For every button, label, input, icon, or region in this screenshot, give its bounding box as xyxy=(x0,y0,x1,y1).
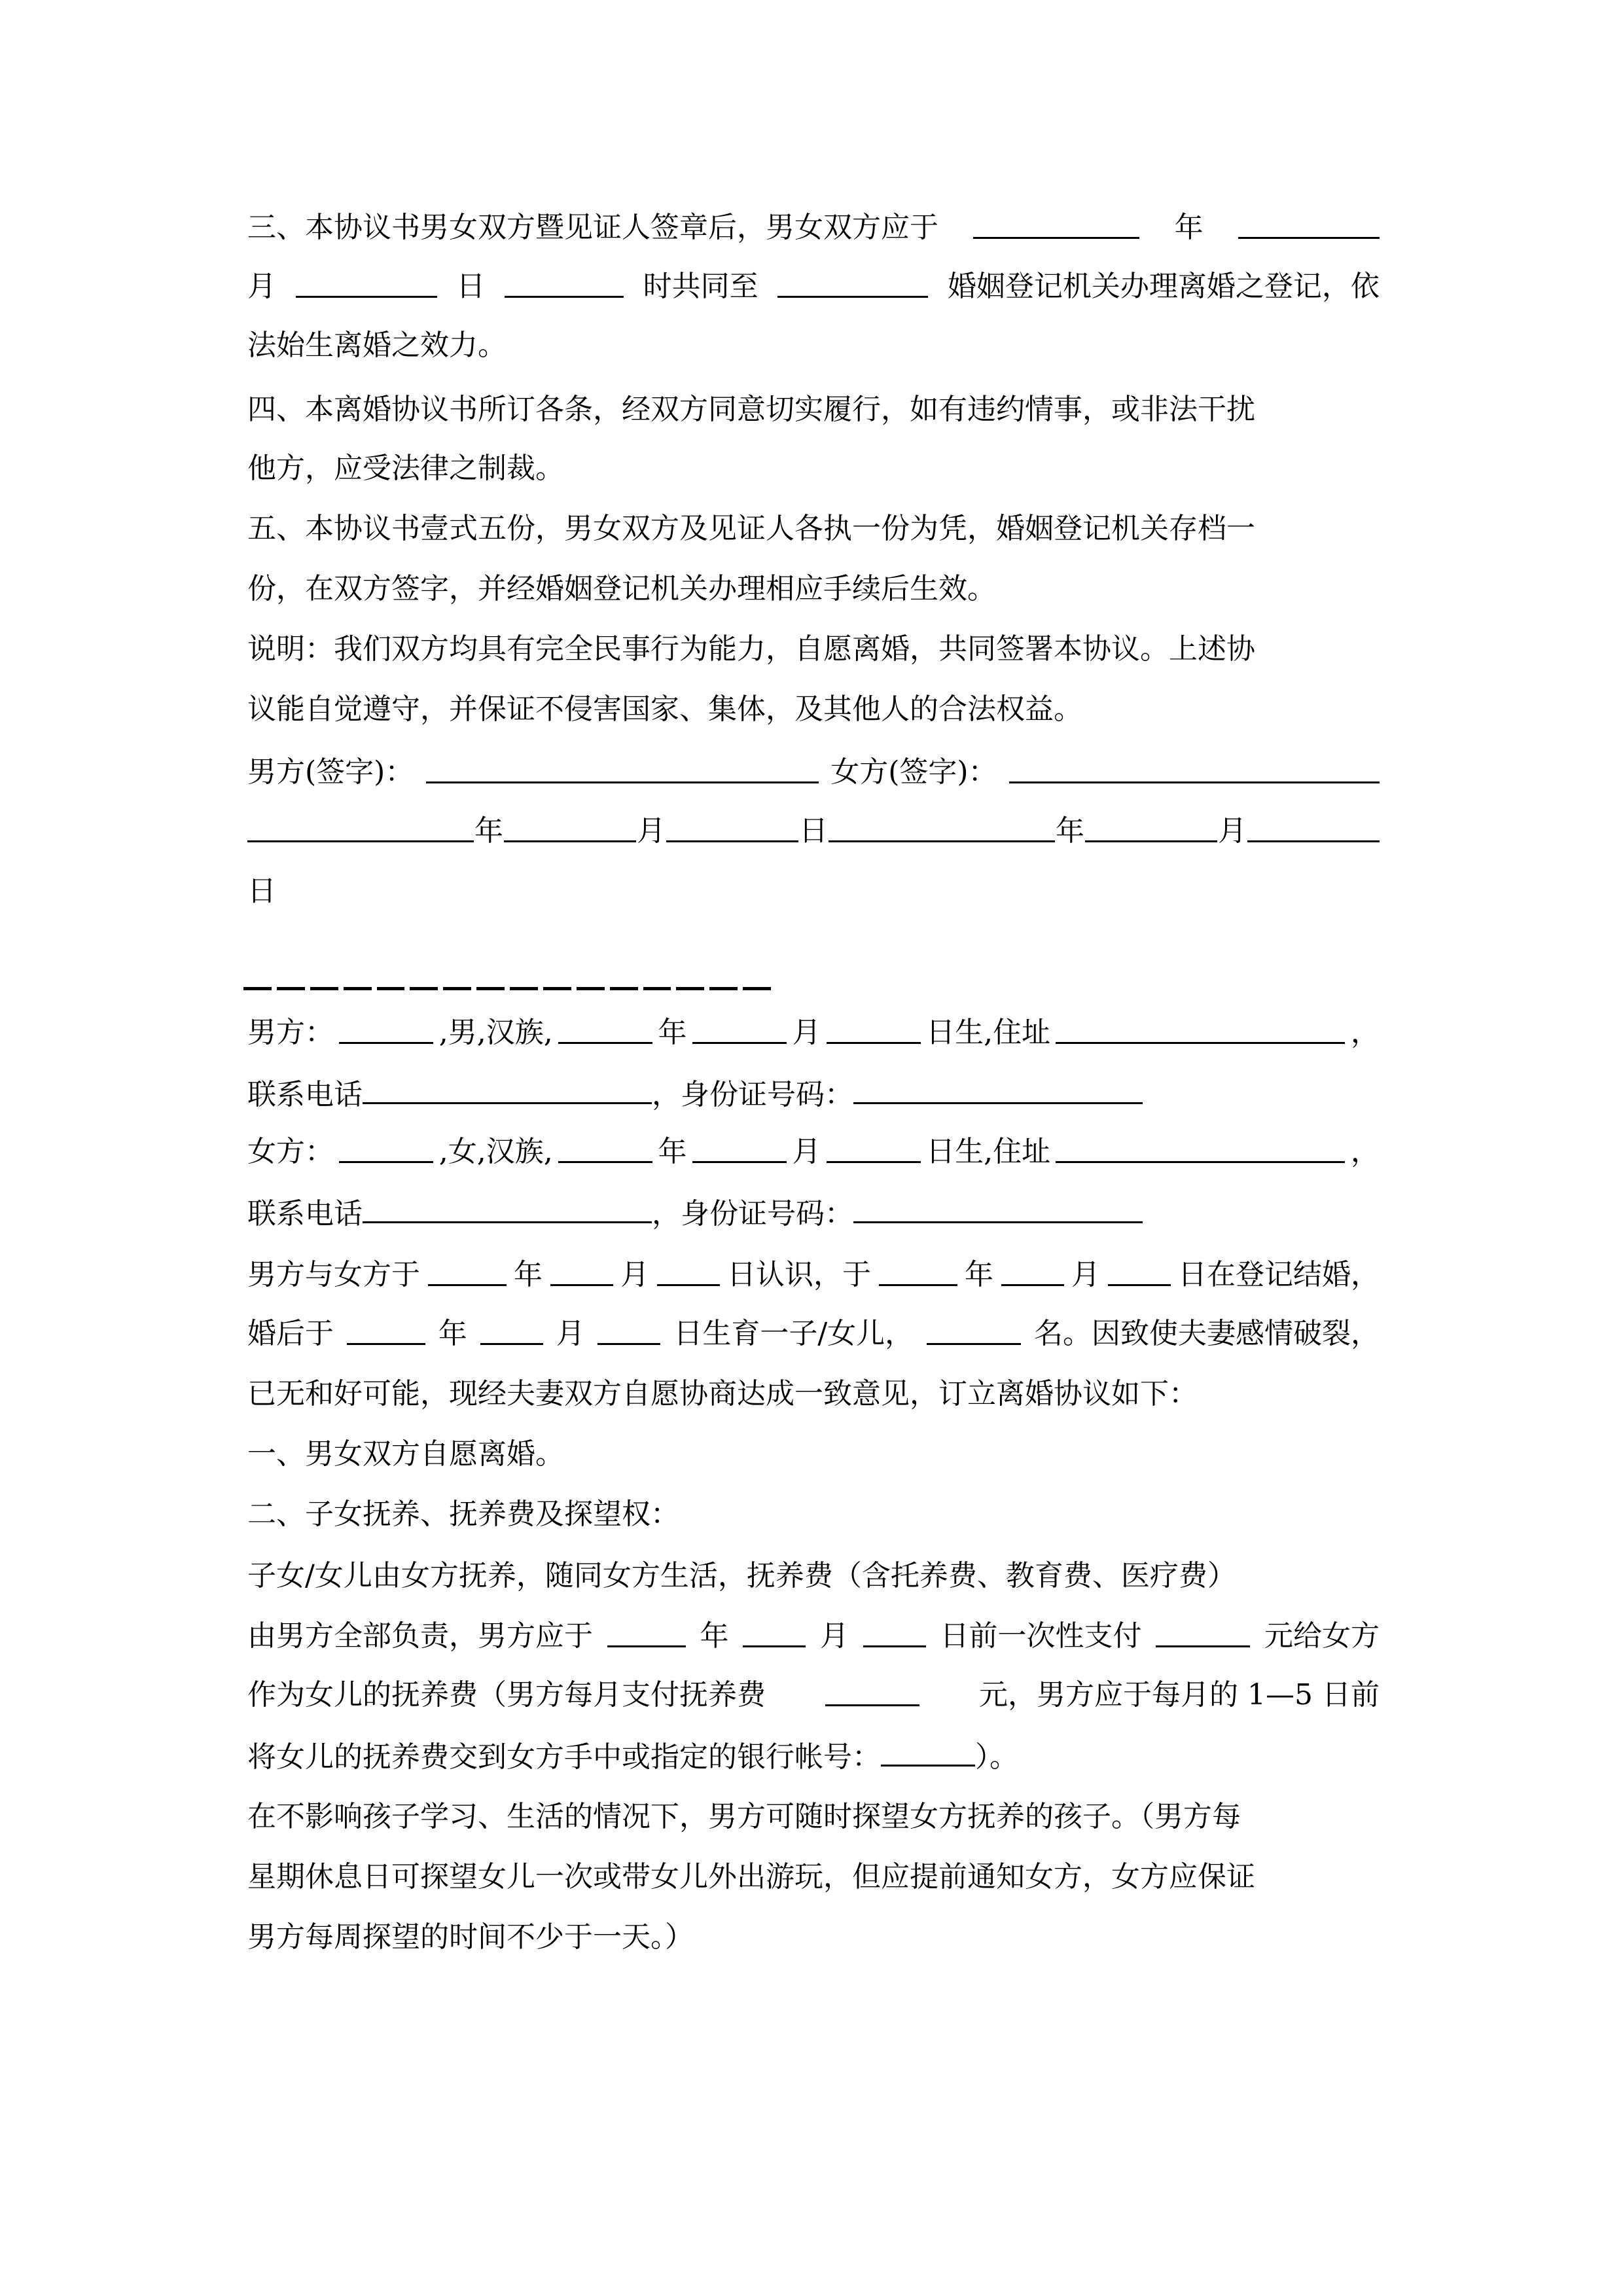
fill-in-blank[interactable] xyxy=(825,1676,919,1706)
fill-in-blank[interactable] xyxy=(881,1736,975,1767)
document-line xyxy=(247,267,1380,306)
line-text: 说明：我们双方均具有完全民事行为能力，自愿离婚，共同签署本协议。上述协 xyxy=(247,632,1255,666)
fill-in-blank[interactable] xyxy=(827,1013,921,1044)
line-text: 日生,住址 xyxy=(926,1135,1051,1168)
line-text: 联系电话 xyxy=(247,1197,363,1230)
line-text: 男方： xyxy=(247,1016,334,1049)
fill-in-blank[interactable] xyxy=(607,1617,686,1647)
line-text: ）。 xyxy=(975,1740,1018,1774)
line-text: 法始生离婚之效力。 xyxy=(247,329,507,362)
line-text: 日生育一子/女儿， xyxy=(673,1317,914,1350)
line-text: 四、本离婚协议书所订各条，经双方同意切实履行，如有违约情事，或非法干扰 xyxy=(247,393,1255,426)
line-text: 年 xyxy=(474,814,503,848)
fill-in-blank[interactable] xyxy=(692,1132,787,1163)
fill-in-blank[interactable] xyxy=(550,1255,613,1286)
line-text: 男方每周探望的时间不少于一天。） xyxy=(247,1920,694,1954)
document-line xyxy=(247,569,1380,609)
fill-in-blank[interactable] xyxy=(853,1073,1143,1104)
fill-in-blank[interactable] xyxy=(827,1132,921,1163)
fill-in-blank[interactable] xyxy=(692,1013,787,1044)
line-text: 议能自觉遵守，并保证不侵害国家、集体，及其他人的合法权益。 xyxy=(247,692,1082,726)
line-text: 由男方全部负责，男方应于 xyxy=(247,1619,593,1653)
line-text: 月 xyxy=(556,1317,585,1350)
fill-in-blank[interactable] xyxy=(863,1617,926,1647)
line-text: 将女儿的抚养费交到女方手中或指定的银行帐号： xyxy=(247,1740,881,1774)
fill-in-blank[interactable] xyxy=(879,1255,957,1286)
fill-in-blank[interactable] xyxy=(829,812,1055,842)
line-text: 月 xyxy=(792,1135,821,1168)
line-text: 三、本协议书男女双方暨见证人签章后，男女双方应于 xyxy=(247,211,938,244)
fill-in-blank[interactable] xyxy=(1238,208,1380,239)
line-text: 日认识，于 xyxy=(727,1258,871,1291)
fill-in-blank[interactable] xyxy=(1056,1013,1345,1044)
line-text: ， xyxy=(1350,1135,1380,1168)
line-text: 子女/女儿由女方抚养，随同女方生活，抚养费（含托养费、教育费、医疗费） xyxy=(247,1559,1236,1592)
line-text: 月 xyxy=(1218,814,1247,848)
fill-in-blank[interactable] xyxy=(1001,1255,1064,1286)
document-line xyxy=(247,1374,1380,1414)
document-line xyxy=(247,326,1380,365)
line-text: 月 xyxy=(820,1619,849,1653)
line-text: 年 xyxy=(1174,211,1204,244)
fill-in-blank[interactable] xyxy=(1085,812,1217,842)
document-line xyxy=(247,872,1380,911)
fill-in-blank[interactable] xyxy=(296,267,437,298)
line-text: ， xyxy=(1350,1016,1380,1049)
line-text: 年 xyxy=(514,1258,543,1291)
document-line xyxy=(247,690,1380,729)
line-text: 日前一次性支付 xyxy=(940,1619,1142,1653)
line-text: 一、男女双方自愿离婚。 xyxy=(247,1437,564,1471)
document-line xyxy=(247,812,1380,851)
line-text: 星期休息日可探望女儿一次或带女儿外出游玩，但应提前通知女方，女方应保证 xyxy=(247,1860,1255,1893)
line-text: 年 xyxy=(658,1135,687,1168)
line-text: 在不影响孩子学习、生活的情况下，男方可随时探望女方抚养的孩子。（男方每 xyxy=(247,1800,1241,1833)
document-line xyxy=(247,208,1380,247)
document-line xyxy=(247,1797,1380,1837)
line-text: 年 xyxy=(965,1258,993,1291)
document-line xyxy=(247,1857,1380,1897)
line-text: 女方(签字)： xyxy=(830,755,997,789)
fill-in-blank[interactable] xyxy=(363,1193,652,1223)
document-line xyxy=(247,1676,1380,1715)
line-text: 年 xyxy=(658,1016,687,1049)
document-line xyxy=(247,1193,1380,1232)
fill-in-blank[interactable] xyxy=(558,1013,652,1044)
line-text: 婚姻登记机关办理离婚之登记，依 xyxy=(947,270,1380,303)
document-line xyxy=(247,1736,1380,1775)
fill-in-blank[interactable] xyxy=(426,753,819,783)
line-text: 日生,住址 xyxy=(926,1016,1051,1049)
document-line xyxy=(247,1255,1380,1295)
line-text: ,女,汉族, xyxy=(438,1135,553,1168)
line-text: 女方： xyxy=(247,1135,334,1168)
line-text: ，身份证号码： xyxy=(652,1197,853,1230)
document-line xyxy=(247,753,1380,792)
line-text: 日 xyxy=(799,814,828,848)
line-text: 五、本协议书壹式五份，男女双方及见证人各执一份为凭，婚姻登记机关存档一 xyxy=(247,512,1255,545)
line-text: 年 xyxy=(438,1317,467,1350)
fill-in-blank[interactable] xyxy=(1009,753,1380,783)
fill-in-blank[interactable] xyxy=(597,1314,660,1345)
document-line xyxy=(247,1013,1380,1052)
document-line xyxy=(247,630,1380,669)
line-text: 时共同至 xyxy=(643,270,758,303)
line-text: 男方(签字)： xyxy=(247,755,414,789)
fill-in-blank[interactable] xyxy=(973,208,1139,239)
fill-in-blank[interactable] xyxy=(363,1073,652,1104)
line-text: 二、子女抚养、抚养费及探望权： xyxy=(247,1498,679,1531)
line-text: 日 xyxy=(247,874,276,908)
line-text: 日在登记结婚， xyxy=(1178,1258,1380,1291)
line-text: 月 xyxy=(247,270,276,303)
fill-in-blank[interactable] xyxy=(505,267,624,298)
line-text: 他方，应受法律之制裁。 xyxy=(247,452,564,485)
document-line xyxy=(247,1435,1380,1474)
line-text: 已无和好可能，现经夫妻双方自愿协商达成一致意见，订立离婚协议如下： xyxy=(247,1377,1198,1410)
line-text: 年 xyxy=(700,1619,729,1653)
fill-in-blank[interactable] xyxy=(347,1314,425,1345)
fill-in-blank[interactable] xyxy=(339,1013,433,1044)
fill-in-blank[interactable] xyxy=(1056,1132,1345,1163)
line-text: 作为女儿的抚养费（男方每月支付抚养费 xyxy=(247,1678,766,1712)
document-line xyxy=(247,1495,1380,1534)
line-text: 元，男方应于每月的 1—5 日前 xyxy=(979,1678,1380,1712)
fill-in-blank[interactable] xyxy=(247,812,474,842)
line-text: ,男,汉族, xyxy=(438,1016,553,1049)
fill-in-blank[interactable] xyxy=(1108,1255,1171,1286)
fill-in-blank[interactable] xyxy=(743,1617,806,1647)
fill-in-blank[interactable] xyxy=(1247,812,1380,842)
document-line xyxy=(247,1617,1380,1656)
line-text: 男方与女方于 xyxy=(247,1258,420,1291)
line-text: 年 xyxy=(1056,814,1084,848)
document-line xyxy=(247,509,1380,548)
fill-in-blank[interactable] xyxy=(339,1132,433,1163)
line-text: 份，在双方签字，并经婚姻登记机关办理相应手续后生效。 xyxy=(247,572,996,605)
fill-in-blank[interactable] xyxy=(1156,1617,1250,1647)
line-text: 月 xyxy=(792,1016,821,1049)
document-line xyxy=(247,1132,1380,1172)
fill-in-blank[interactable] xyxy=(428,1255,507,1286)
fill-in-blank[interactable] xyxy=(666,812,798,842)
line-text: 日 xyxy=(456,270,486,303)
line-text: 元给女方 xyxy=(1264,1619,1380,1653)
document-line xyxy=(247,1556,1380,1596)
document-line xyxy=(247,1918,1380,1957)
line-text: 婚后于 xyxy=(247,1317,334,1350)
document-line xyxy=(247,1073,1380,1113)
fill-in-blank[interactable] xyxy=(480,1314,543,1345)
document-line xyxy=(247,390,1380,429)
fill-in-blank[interactable] xyxy=(927,1314,1021,1345)
fill-in-blank[interactable] xyxy=(558,1132,652,1163)
document-line xyxy=(247,449,1380,488)
fill-in-blank[interactable] xyxy=(657,1255,720,1286)
line-text: 名。因致使夫妻感情破裂， xyxy=(1033,1317,1380,1350)
line-text: 月 xyxy=(1071,1258,1100,1291)
section-separator xyxy=(243,987,771,991)
line-text: 联系电话 xyxy=(247,1078,363,1111)
line-text: ，身份证号码： xyxy=(652,1078,853,1111)
document-line xyxy=(247,1314,1380,1354)
line-text: 月 xyxy=(620,1258,649,1291)
line-text: 月 xyxy=(637,814,666,848)
fill-in-blank[interactable] xyxy=(777,267,928,298)
fill-in-blank[interactable] xyxy=(853,1193,1143,1223)
fill-in-blank[interactable] xyxy=(504,812,636,842)
